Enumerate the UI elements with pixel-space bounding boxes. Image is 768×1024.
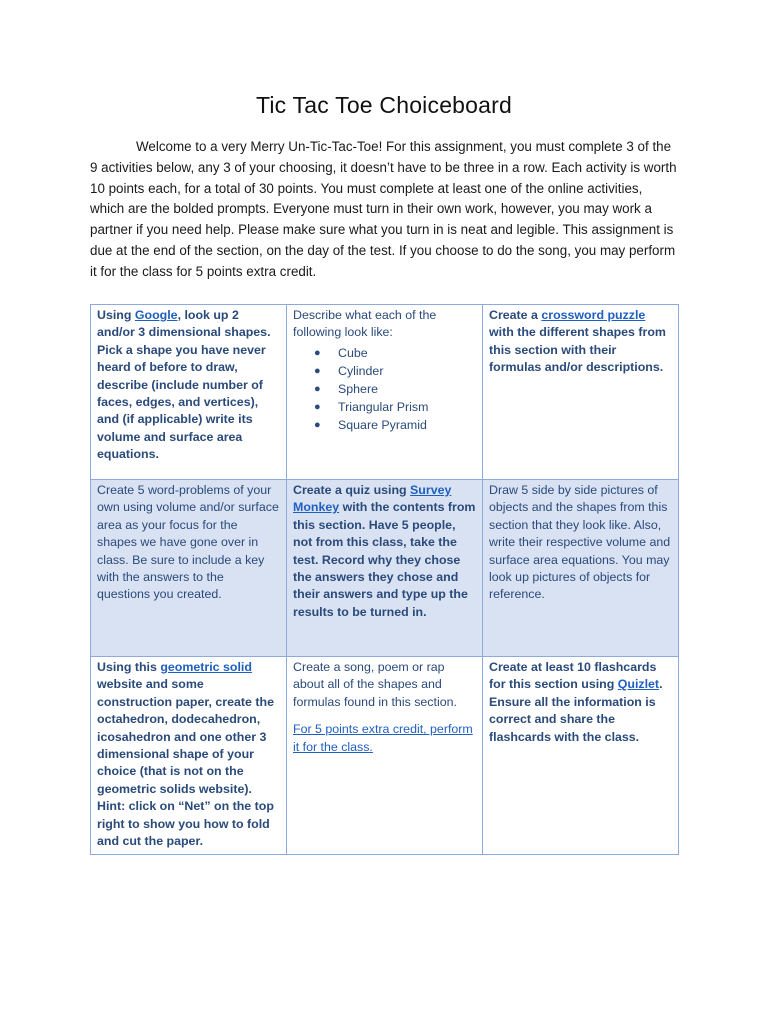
- bullet-icon: ●: [314, 400, 321, 413]
- cell-text-post: with the contents from this section. Have 5 people, not from this class, take the test. Record why they chose the answers they chose and their answers and type up the results to be turned in.: [293, 500, 476, 619]
- cell-describe-shapes: [287, 305, 483, 480]
- cell-text-post: . Ensure all the information is correct and share the flashcards with the class.: [489, 677, 663, 744]
- cell-geometric-solid: [91, 657, 287, 855]
- cell-text-post: website and some construction paper, create the octahedron, dodecahedron, icosahedron and one other 3 dimensional shape of your choice (that is not on the geometric solids website). Hint: click on “Net” on the top right to show you how to fold and cut the paper.: [97, 677, 274, 849]
- intro-paragraph: Welcome to a very Merry Un-Tic-Tac-Toe! For this assignment, you must complete 3 of the 9 activities below, any 3 of your choosing, it doesn’t have to be three in a row. Each activity is worth 10 points each, for a total of 30 points. You must complete at least one of the online activities, which are the bolded prompts. Everyone must turn in their own work, however, you may work a partner if you need help. Please make sure what you turn in is neat and legible. This assignment is due at the end of the section, on the day of the test. If you choose to do the song, you may perform it for the class for 5 points extra credit.: [90, 139, 677, 279]
- cell-draw-pictures: [483, 480, 679, 657]
- list-item-label: Square Pyramid: [338, 417, 427, 432]
- list-item: [314, 416, 476, 434]
- bullet-icon: ●: [314, 418, 321, 431]
- cell-text-pre: Create at least 10 flashcards for this section using: [489, 660, 657, 692]
- list-item: [314, 362, 476, 380]
- cell-google-shapes: [91, 305, 287, 480]
- list-item-label: Cylinder: [338, 363, 384, 378]
- cell-word-problems: [91, 480, 287, 657]
- cell-text-pre: Create a quiz using: [293, 483, 411, 497]
- cell-text: Draw 5 side by side pictures of objects and the shapes from this section that they look like. Also, write their respective volume and surface area equations. You may look up pictures of objects for reference.: [489, 483, 671, 602]
- cell-text: Create 5 word-problems of your own using volume and/or surface area as your focus for the shapes we have gone over in class. Be sure to include a key with the answers to the questions you created.: [97, 483, 279, 602]
- list-item-label: Cube: [338, 345, 368, 360]
- cell-survey-quiz: [287, 480, 483, 657]
- list-item: [314, 344, 476, 362]
- table-row: [91, 305, 679, 480]
- cell-text-pre: Using: [97, 308, 135, 322]
- cell-text: [489, 659, 672, 746]
- cell-song-poem-rap: [287, 657, 483, 855]
- bullet-icon: ●: [314, 364, 321, 377]
- spacer: [293, 711, 476, 721]
- cell-text: [489, 307, 672, 377]
- list-item: [314, 398, 476, 416]
- extra-credit-link[interactable]: For 5 points extra credit, perform it for the class.: [293, 722, 473, 754]
- survey-monkey-link[interactable]: Survey Monkey: [293, 483, 452, 515]
- cell-flashcards: [483, 657, 679, 855]
- quizlet-link[interactable]: Quizlet: [617, 677, 660, 692]
- cell-text-pre: Create a: [489, 308, 542, 322]
- page-title: Tic Tac Toe Choiceboard: [255, 92, 513, 118]
- list-item-label: Sphere: [338, 381, 378, 396]
- table-row: [91, 657, 679, 855]
- list-item: [314, 380, 476, 398]
- shape-list: [293, 344, 476, 434]
- cell-text: [97, 659, 280, 850]
- cell-crossword: [483, 305, 679, 480]
- cell-text-pre: Using this: [97, 660, 161, 674]
- cell-text: [97, 307, 280, 464]
- google-link[interactable]: Google: [134, 308, 178, 322]
- cell-text: Create a song, poem or rap about all of the shapes and formulas found in this section.: [293, 660, 457, 709]
- bullet-icon: ●: [314, 382, 321, 395]
- bullet-icon: ●: [314, 346, 321, 359]
- crossword-puzzle-link[interactable]: crossword puzzle: [541, 308, 646, 322]
- list-item-label: Triangular Prism: [338, 399, 429, 414]
- cell-text: Describe what each of the following look like:: [293, 308, 437, 340]
- cell-text: [293, 482, 476, 621]
- geometric-solid-link[interactable]: geometric solid: [160, 660, 252, 674]
- cell-text-post: , look up 2 and/or 3 dimensional shapes. Pick a shape you have never heard of before to draw, describe (include number of faces, edges, and vertices), and (if applicable) write its volume and surface area equations.: [97, 308, 271, 462]
- cell-text-post: with the different shapes from this section with their formulas and/or descriptions.: [489, 325, 666, 375]
- choiceboard-table: [90, 304, 679, 855]
- table-row: [91, 480, 679, 657]
